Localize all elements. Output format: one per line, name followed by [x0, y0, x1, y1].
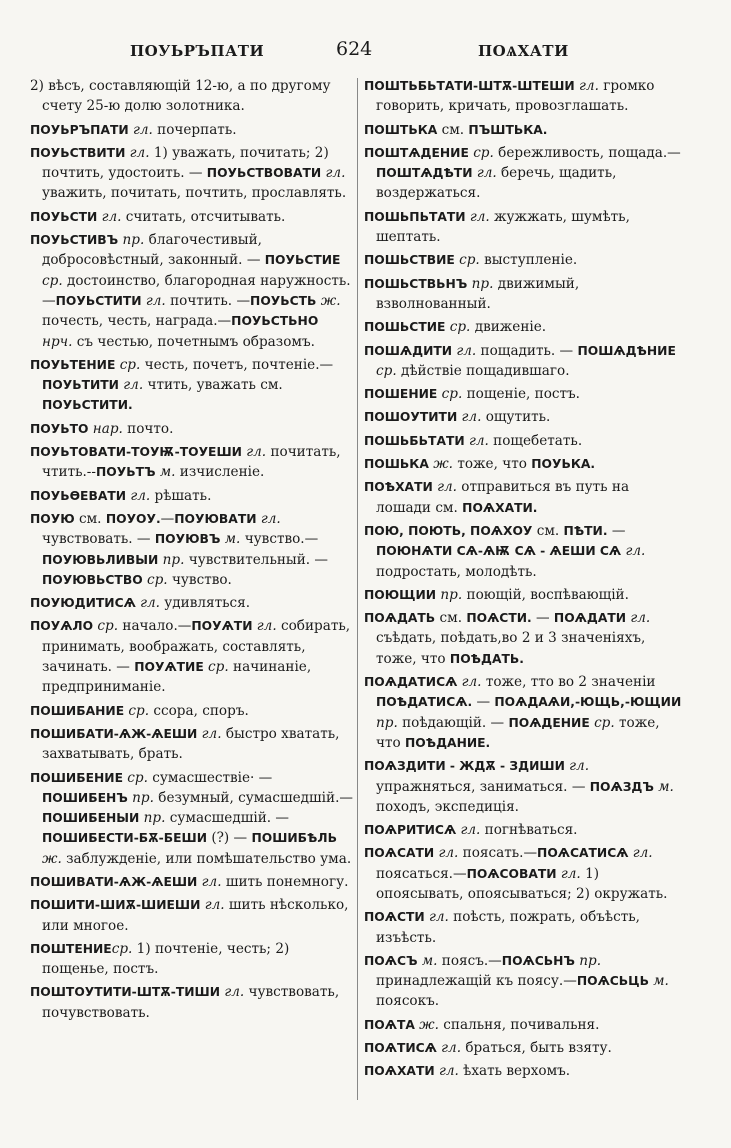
- dictionary-entry: [364, 250, 686, 270]
- headword: ПОШТОУТИТИ-ШТѪ-ТИШИ: [30, 985, 221, 1000]
- grammar-label: ср.: [122, 769, 148, 786]
- grammar-label: ср.: [142, 571, 168, 588]
- dictionary-entry: [364, 1015, 686, 1035]
- dictionary-entry: [30, 230, 353, 352]
- headword: ПОѢДАТЬ.: [449, 651, 524, 666]
- headword: ПОУОУ.: [105, 511, 161, 526]
- grammar-label: гл.: [252, 618, 277, 635]
- headword: ПОУЬСТВИТИ: [30, 145, 126, 160]
- definition-text: 1) опоясывать, опоясываться; 2) окружать.: [376, 865, 668, 902]
- grammar-label: пр.: [158, 551, 185, 568]
- definition-text: чувство.: [167, 571, 232, 588]
- definition-text: поясъ.—: [437, 952, 502, 969]
- headword: ПОШОУТИТИ: [364, 410, 458, 425]
- grammar-label: ср.: [93, 618, 119, 635]
- dictionary-entry: [364, 608, 686, 669]
- grammar-label: гл.: [556, 865, 581, 882]
- grammar-label: гл.: [432, 479, 457, 496]
- headword: ПОѦТА: [364, 1017, 415, 1032]
- definition-text: 2) вѣсъ, составляющій 12-ю, а по другому счету 25-ю долю золотника.: [30, 78, 331, 115]
- page-header: [0, 38, 731, 68]
- grammar-label: ср.: [115, 356, 141, 373]
- headword: ПОУЮВЬСТВО: [42, 572, 143, 587]
- dictionary-entry: [364, 820, 686, 840]
- definition-text: изчисленіе.: [175, 464, 265, 481]
- headword: ПОШЬСТИЕ: [364, 320, 446, 335]
- definition-text: —: [160, 510, 175, 527]
- dictionary-entry: [30, 768, 353, 869]
- definition-text: благочестивый, добросовѣстный, законный. —: [42, 232, 265, 269]
- headword: ПОШЬБЬТАТИ: [364, 433, 465, 448]
- definition-text: считать, отсчитывать.: [121, 208, 286, 225]
- definition-text: поясокъ.: [376, 993, 440, 1010]
- grammar-label: пр.: [139, 810, 166, 827]
- headword: ПОѦДАТИ: [553, 611, 627, 626]
- headword: ПОУЬСТИ: [30, 209, 98, 224]
- grammar-label: гл.: [241, 444, 267, 461]
- headword: ПОѦДАѦИ,-ЮЩЬ,-ЮЩИИ: [494, 695, 682, 710]
- grammar-label: гл.: [141, 292, 166, 309]
- dictionary-entry: [364, 756, 686, 817]
- definition-text: достоинство, благородная наружность.—: [42, 272, 351, 309]
- definition-text: сумасшедшій. —: [165, 810, 289, 827]
- headword: ПОУЬТОВАТИ-ТОУѬ-ТОУЕШИ: [30, 445, 242, 460]
- headword: ПОѢДАТИСѦ.: [376, 695, 473, 710]
- dictionary-entry: [364, 76, 686, 117]
- dictionary-entry: [30, 724, 353, 765]
- definition-text: почитать, чтить.--: [42, 444, 341, 481]
- definition-text: жужжать, шумѣть, шептать.: [376, 208, 630, 246]
- grammar-label: гл.: [434, 845, 459, 862]
- headword: ПОѦРИТИСѦ: [364, 823, 457, 838]
- column-divider: [357, 78, 358, 1100]
- headword: ПОУѦЛО: [30, 619, 94, 634]
- definition-text: поющій, воспѣвающій.: [462, 586, 629, 603]
- definition-text: см.: [74, 510, 106, 527]
- headword: ПОѦДАТЬ: [364, 611, 436, 626]
- headword: ПОѢДАНИЕ.: [405, 735, 491, 750]
- headword: ПОУЬСТИЕ: [264, 253, 341, 268]
- headword: ПОЮЩИИ: [364, 587, 437, 602]
- dictionary-entry: [364, 274, 686, 315]
- definition-text: громко говорить, кричать, провозглашать.: [376, 78, 655, 115]
- definition-text: 1) почтеніе, честь; 2) пощенье, постъ.: [42, 940, 290, 978]
- grammar-label: ср.: [437, 386, 463, 403]
- definition-text: спальня, почивальня.: [438, 1016, 600, 1033]
- definition-text: бережливость, пощада.—: [493, 144, 681, 161]
- dictionary-entry: [30, 143, 353, 204]
- headword: ПОУЬТЪ: [96, 465, 156, 480]
- headword: ПОѦДАТИСѦ: [364, 675, 458, 690]
- page-number: 624: [336, 38, 373, 60]
- definition-text: см.: [435, 610, 467, 627]
- headword: ПОШТЬКА: [364, 122, 438, 137]
- definition-text: быстро хватать, захватывать, брать.: [42, 725, 340, 763]
- headword: ПОУѦТИ: [191, 619, 253, 634]
- headword: ПОШИБЕНЪ: [42, 790, 128, 805]
- grammar-label: гл.: [457, 409, 482, 426]
- headword: ПОУЮ: [30, 511, 75, 526]
- definition-text: начинаніе, предприниманіе.: [42, 659, 312, 696]
- headword: ПОУЬСТЬНО: [231, 314, 319, 329]
- definition-text: начало.—: [118, 618, 192, 635]
- headword: ПОУЮВАТИ: [174, 511, 257, 526]
- grammar-label: гл.: [424, 909, 449, 926]
- headword: ПОШИБАНИЕ: [30, 703, 125, 718]
- headword: ПОУЬСТВОВАТИ: [206, 166, 322, 181]
- definition-text: чувствовать. —: [42, 531, 155, 548]
- headword: ПОШИБѢЛЬ: [251, 831, 337, 846]
- dictionary-entry: [30, 486, 353, 506]
- headword: ПОШТЬБЬТАТИ-ШТѪ-ШТЕШИ: [364, 79, 575, 93]
- dictionary-entry: [30, 616, 353, 697]
- grammar-label: ж.: [316, 292, 341, 309]
- headword: ПОУЮВЪ: [154, 532, 221, 547]
- definition-text: выступленіе.: [479, 252, 578, 269]
- definition-text: рѣшать.: [150, 487, 212, 504]
- definition-text: —: [472, 694, 495, 711]
- headword: ПОУЬТИТИ: [42, 378, 119, 393]
- headword: ПОУЬѲЕВАТИ: [30, 488, 127, 503]
- dictionary-entry: [364, 120, 686, 140]
- grammar-label: гл.: [457, 674, 482, 691]
- headword: ПОУЬКА.: [531, 457, 596, 472]
- left-column: [30, 76, 353, 1121]
- dictionary-entry: [30, 895, 353, 936]
- dictionary-entry: [364, 143, 686, 204]
- dictionary-entry: [30, 442, 353, 483]
- dictionary-entry: [30, 982, 353, 1023]
- definition-text: чувствовать, почувствовать.: [42, 984, 340, 1021]
- definition-text: сумасшествіе· —: [147, 769, 273, 786]
- definition-text: почто.: [122, 420, 174, 437]
- definition-text: почтить. —: [165, 292, 251, 309]
- definition-text: походъ, экспедиція.: [376, 798, 519, 815]
- definition-text: движимый, взволнованный.: [376, 275, 580, 312]
- grammar-label: нрч.: [42, 333, 73, 350]
- headword: ПОУЮВЬЛИВЫИ: [42, 552, 159, 567]
- definition-text: ссора, споръ.: [149, 702, 249, 719]
- definition-text: безумный, сумасшедшій.—: [153, 789, 353, 806]
- headword: ПОУЮДИТИСѦ: [30, 596, 136, 611]
- grammar-label: ср.: [454, 252, 480, 269]
- dictionary-entry: [30, 120, 353, 140]
- headword: ПОѦСЪ: [364, 953, 418, 968]
- headword: ПОШИБАТИ-ѦЖ-ѦЕШИ: [30, 726, 198, 741]
- grammar-label: ср.: [445, 319, 471, 336]
- headword: ПОѦТИСѦ: [364, 1041, 437, 1056]
- headword: ПОШЕНИЕ: [364, 387, 438, 402]
- dictionary-entry: [30, 76, 353, 117]
- running-head-right: ПОѦХАТИ: [478, 42, 569, 60]
- grammar-label: гл.: [125, 144, 150, 161]
- headword: ПѢТИ.: [563, 523, 608, 538]
- dictionary-entry: [364, 1038, 686, 1058]
- definition-text: ѣхать верхомъ.: [458, 1063, 571, 1080]
- grammar-label: гл.: [464, 432, 489, 449]
- grammar-label: гл.: [197, 725, 222, 742]
- headword: ПОШИБЕНИЕ: [30, 770, 123, 785]
- grammar-label: пр.: [436, 586, 463, 603]
- headword: ПОѦЗДЪ: [589, 779, 654, 794]
- grammar-label: гл.: [200, 897, 225, 914]
- grammar-label: гл.: [434, 1063, 459, 1080]
- grammar-label: ср.: [468, 144, 494, 161]
- dictionary-entry: [30, 593, 353, 613]
- grammar-label: ср.: [376, 362, 397, 379]
- grammar-label: гл.: [256, 510, 281, 527]
- grammar-label: гл.: [197, 873, 222, 890]
- grammar-label: нар.: [88, 420, 123, 437]
- headword: ПОШЬПЬТАТИ: [364, 209, 466, 224]
- headword: ПОШИБЕНЫИ: [42, 811, 140, 826]
- headword: ПОУЬТЕНИЕ: [30, 357, 116, 372]
- dictionary-entry: [30, 509, 353, 590]
- grammar-label: м.: [653, 778, 674, 795]
- headword: ПОШИБЕСТИ-БѪ-БЕШИ: [42, 831, 207, 846]
- headword: ПОШТѦДѢТИ: [376, 166, 473, 181]
- definition-text: тоже, что: [453, 456, 532, 473]
- dictionary-entry: [364, 672, 686, 753]
- definition-text: честь, почетъ, почтеніе.—: [140, 356, 334, 373]
- headword: ПОШЬСТВЬНЪ: [364, 276, 468, 291]
- grammar-label: ж.: [428, 456, 453, 473]
- definition-text: тоже, что: [376, 714, 660, 751]
- definition-text: шить понемногу.: [221, 873, 349, 890]
- definition-text: чувствительный. —: [184, 551, 329, 568]
- dictionary-entry: [364, 907, 686, 948]
- headword: ПОѦСТИ.: [466, 611, 532, 626]
- grammar-label: гл.: [452, 342, 477, 359]
- dictionary-entry: [364, 317, 686, 337]
- dictionary-entry: [30, 355, 353, 416]
- dictionary-entry: [364, 207, 686, 248]
- definition-text: (?) —: [207, 830, 252, 847]
- grammar-label: гл.: [436, 1040, 462, 1057]
- definition-text: дѣйствіе пощадившаго.: [396, 362, 570, 379]
- definition-text: тоже, тто во 2 значеніи: [481, 674, 656, 691]
- dictionary-entry: [364, 521, 686, 582]
- definition-text: почесть, честь, награда.—: [42, 313, 232, 330]
- headword: ПОѦДЕНИЕ: [508, 715, 590, 730]
- headword: ПОУЬСТЬ: [250, 293, 317, 308]
- definition-text: пощеніе, постъ.: [462, 386, 580, 403]
- grammar-label: пр.: [118, 232, 145, 249]
- definition-text: поѣдающій. —: [397, 714, 509, 731]
- grammar-label: пр.: [467, 275, 494, 292]
- definition-text: поѣсть, пожрать, объѣсть, изъѣсть.: [376, 909, 640, 946]
- definition-text: подростать, молодѣть.: [376, 563, 537, 580]
- grammar-label: ср.: [111, 940, 133, 957]
- grammar-label: ср.: [42, 272, 63, 289]
- grammar-label: гл.: [628, 845, 653, 862]
- definition-text: погнѣваться.: [480, 822, 578, 839]
- grammar-label: ср.: [124, 702, 150, 719]
- headword: ПОѦХАТИ: [364, 1064, 435, 1079]
- grammar-label: гл.: [564, 758, 590, 775]
- dictionary-entry: [30, 939, 353, 980]
- headword: ПОШЬСТВИЕ: [364, 253, 455, 268]
- grammar-label: гл.: [97, 208, 122, 225]
- dictionary-entry: [30, 701, 353, 721]
- headword: ПОѦСОВАТИ: [466, 866, 557, 881]
- headword: ПОѦХАТИ.: [462, 500, 538, 515]
- grammar-label: м.: [648, 973, 669, 990]
- grammar-label: гл.: [135, 595, 160, 612]
- grammar-label: гл.: [626, 610, 651, 627]
- dictionary-entry: [364, 843, 686, 904]
- headword: ПОШИТИ-ШИѪ-ШИЕШИ: [30, 898, 201, 913]
- grammar-label: ср.: [589, 714, 615, 731]
- dictionary-entry: [30, 872, 353, 892]
- headword: ПОѢХАТИ: [364, 480, 433, 495]
- grammar-label: гл.: [128, 121, 153, 138]
- definition-text: беречь, щадить, воздержаться.: [376, 165, 617, 202]
- definition-text: пощадить. —: [476, 342, 578, 359]
- dictionary-entry: [364, 341, 686, 382]
- dictionary-entry: [364, 477, 686, 518]
- headword: ПОѦСТИ: [364, 910, 425, 925]
- headword: ПОШѦДѢНИЕ: [577, 343, 676, 358]
- headword: ПОШЬКА: [364, 457, 429, 472]
- headword: ПОѦСЬНЪ: [501, 953, 575, 968]
- definition-text: поясать.—: [458, 845, 538, 862]
- definition-text: принадлежащій къ поясу.—: [376, 973, 577, 990]
- headword: ПОѦЗДИТИ - ЖДѪ - ЗДИШИ: [364, 759, 565, 774]
- grammar-label: гл.: [574, 78, 599, 94]
- definition-text: отправиться въ путь на лошади см.: [376, 479, 630, 516]
- dictionary-entry: [364, 431, 686, 451]
- grammar-label: гл.: [118, 377, 144, 394]
- headword: ПОШТѦДЕНИЕ: [364, 145, 469, 160]
- definition-text: съѣдать, поѣдать,во 2 и 3 значеніяхъ, тоже, что: [376, 630, 646, 667]
- grammar-label: ж.: [414, 1016, 439, 1033]
- definition-text: собирать, принимать, воображать, составлять, зачинать. —: [42, 618, 351, 676]
- definition-text: съ честью, почетнымъ образомъ.: [72, 333, 315, 350]
- grammar-label: м.: [155, 464, 176, 481]
- dictionary-entry: [364, 1061, 686, 1081]
- right-column: [364, 76, 686, 1121]
- dictionary-entry: [30, 419, 353, 439]
- definition-text: —: [531, 610, 554, 627]
- definition-text: движеніе.: [470, 319, 547, 336]
- headword: ПОШИВАТИ-ѦЖ-ѦЕШИ: [30, 874, 198, 889]
- definition-text: пощебетать.: [488, 432, 583, 449]
- definition-text: шить нѣсколько, или многое.: [42, 897, 349, 934]
- definition-text: см.: [437, 121, 469, 138]
- headword: ПОУЬТО: [30, 421, 89, 436]
- headword: ПОѦСЬЦЬ: [576, 974, 649, 989]
- definition-text: чувство.—: [240, 531, 319, 548]
- headword: ПОѦСАТИСѦ: [537, 846, 629, 861]
- grammar-label: м.: [220, 531, 241, 548]
- grammar-label: ж.: [42, 850, 62, 867]
- headword: ПОУЬСТИТИ.: [42, 398, 133, 413]
- grammar-label: гл.: [465, 208, 490, 225]
- grammar-label: гл.: [472, 165, 497, 182]
- grammar-label: гл.: [321, 165, 346, 182]
- definition-text: удивляться.: [159, 595, 251, 612]
- definition-text: уважить, почитать, почтить, прославлять.: [42, 185, 347, 202]
- definition-text: упражняться, заниматься. —: [376, 778, 590, 795]
- grammar-label: гл.: [126, 487, 151, 504]
- grammar-label: гл.: [456, 822, 481, 839]
- headword: ПОУЬСТИТИ: [55, 293, 142, 308]
- headword: ПОѦСАТИ: [364, 846, 435, 861]
- dictionary-entry: [30, 207, 353, 227]
- grammar-label: гл.: [220, 984, 245, 1001]
- grammar-label: пр.: [574, 952, 602, 969]
- definition-text: заблужденіе, или помѣшательство ума.: [61, 850, 352, 867]
- headword: ПОУѦТИЕ: [134, 660, 204, 675]
- definition-text: —: [607, 522, 626, 539]
- grammar-label: гл.: [621, 543, 646, 560]
- grammar-label: ср.: [203, 659, 229, 676]
- running-head-left: ПОУЬРЪПАТИ: [130, 42, 265, 60]
- definition-text: браться, быть взяту.: [461, 1040, 612, 1057]
- dictionary-entry: [364, 454, 686, 474]
- headword: ПОЮНѦТИ СѦ-ѦѬ СѦ - ѦЕШИ СѦ: [376, 544, 622, 559]
- definition-text: ощутить.: [481, 409, 551, 426]
- grammar-label: пр.: [127, 789, 154, 806]
- definition-text: поясаться.—: [376, 865, 467, 882]
- dictionary-entry: [364, 585, 686, 605]
- grammar-label: м.: [417, 952, 438, 969]
- dictionary-entry: [364, 951, 686, 1012]
- grammar-label: пр.: [376, 714, 398, 731]
- headword: ПОУЬСТИВЪ: [30, 233, 119, 248]
- headword: ПОШѦДИТИ: [364, 343, 453, 358]
- headword: ПОШТЕНИЕ: [30, 941, 112, 956]
- definition-text: чтить, уважать см.: [143, 377, 283, 394]
- headword: ПЪШТЬКА.: [468, 122, 548, 137]
- headword: ПОЮ, ПОЮТЬ, ПОѦХОУ: [364, 523, 533, 538]
- dictionary-entry: [364, 384, 686, 404]
- definition-text: см.: [532, 522, 564, 539]
- definition-text: почерпать.: [152, 121, 237, 138]
- definition-text: 1) уважать, почитать; 2) почтить, удостоить. —: [42, 144, 329, 182]
- headword: ПОУЬРЪПАТИ: [30, 122, 129, 137]
- dictionary-entry: [364, 407, 686, 427]
